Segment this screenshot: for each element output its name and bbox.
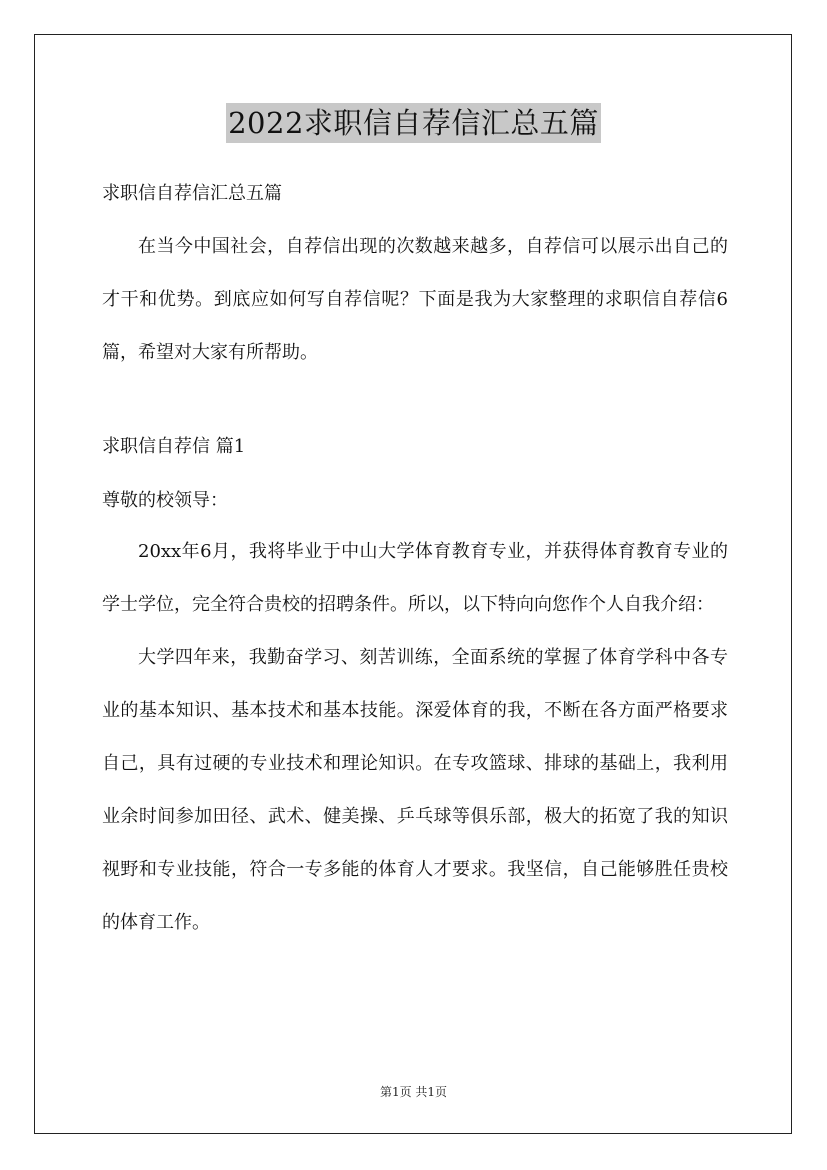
- title-wrap: [0, 103, 827, 143]
- section-heading: 求职信自荐信 篇1: [102, 436, 246, 457]
- document-body: [102, 178, 728, 949]
- salutation: 尊敬的校领导：: [102, 490, 228, 511]
- body-paragraph-2: 大学四年来，我勤奋学习、刻苦训练，全面系统的掌握了体育学科中各专业的基本知识、基本技术和基本技能。深爱体育的我，不断在各方面严格要求自己，具有过硬的专业技术和理论知识。在专攻篮球、排球的基础上，我利用业余时间参加田径、武术、健美操、乒乓球等俱乐部，极大的拓宽了我的知识视野和专业技能，符合一专多能的体育人才要求。我坚信，自己能够胜任贵校的体育工作。: [102, 647, 728, 933]
- page-footer: 第1页 共1页: [379, 1085, 448, 1099]
- body-paragraph-1: 20xx年6月，我将毕业于中山大学体育教育专业，并获得体育教育专业的学士学位，完全符合贵校的招聘条件。所以，以下特向向您作个人自我介绍：: [102, 541, 728, 615]
- intro-paragraph: 在当今中国社会，自荐信出现的次数越来越多，自荐信可以展示出自己的才干和优势。到底应如何写自荐信呢？下面是我为大家整理的求职信自荐信6篇，希望对大家有所帮助。: [102, 236, 728, 363]
- document-subtitle: 求职信自荐信汇总五篇: [102, 183, 282, 204]
- document-title: 2022求职信自荐信汇总五篇: [226, 103, 601, 143]
